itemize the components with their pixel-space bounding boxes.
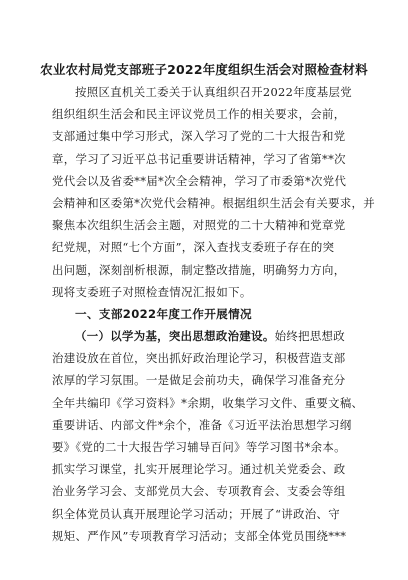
section-heading: 一、支部2022年度工作开展情况 [75, 306, 252, 321]
paragraph-line: 浓厚的学习氛围。一是做足会前功夫，确保学习准备充分 [52, 373, 346, 388]
paragraph-line: 现将支委班子对照检查情况汇报如下。 [52, 284, 252, 299]
paragraph-line: 治建设放在首位，突出抓好政治理论学习，积极营造支部 [52, 351, 346, 366]
paragraph-line: 治业务学习会、支部党员大会、专项教育会、支委会等组 [52, 484, 346, 499]
paragraph-line: 组织组织生活会和民主评议党员工作的相关要求，会前， [52, 107, 346, 122]
paragraph-line: 抓实学习课堂，扎实开展理论学习。通过机关党委会、政 [52, 462, 346, 477]
paragraph-line: 要》《党的二十大报告学习辅导百问》等学习图书*余本。 [52, 440, 346, 454]
paragraph-line: 纪党规，对照“七个方面”，深入查找支委班子存在的突 [52, 240, 335, 255]
paragraph-line: 会精神和区委第*次党代会精神。根据组织生活会有关要求，并 [52, 195, 376, 210]
paragraph-line: 全年共编印《学习资料》*余期，收集学习文件、重要文稿、 [52, 395, 364, 410]
paragraph-line: 支部通过集中学习形式，深入学习了党的二十大报告和党 [52, 129, 346, 144]
paragraph-line: 出问题，深刻剖析根源，制定整改措施，明确努力方向， [52, 262, 346, 277]
subsection-heading: （一）以学为基，突出思想政治建设。 [75, 329, 275, 344]
paragraph-line: 章，学习了习近平总书记重要讲话精神，学习了省第**次 [52, 151, 346, 166]
subsection-heading-tail: 始终把思想政 [274, 329, 346, 344]
document-body [52, 81, 376, 547]
paragraph-line: 按照区直机关工委关于认真组织召开2022年度基层党 [75, 85, 352, 99]
paragraph-line: 织全体党员认真开展理论学习活动；开展了“讲政治、守 [52, 506, 340, 521]
subsection-line [52, 325, 362, 347]
paragraph-line: 重要讲话、内部文件*余个，准备《习近平法治思想学习纲 [52, 417, 352, 432]
paragraph-line: 规矩、严作风”专项教育学习活动；支部全体党员围绕*** [52, 528, 347, 543]
paragraph-line: 聚焦本次组织生活会主题，对照党的二十大精神和党章党 [52, 218, 346, 233]
document-title: 农业农村局党支部班子2022年度组织生活会对照检查材料 [40, 62, 368, 77]
paragraph-line: 党代会以及省委**届*次全会精神，学习了市委第*次党代 [52, 173, 347, 188]
